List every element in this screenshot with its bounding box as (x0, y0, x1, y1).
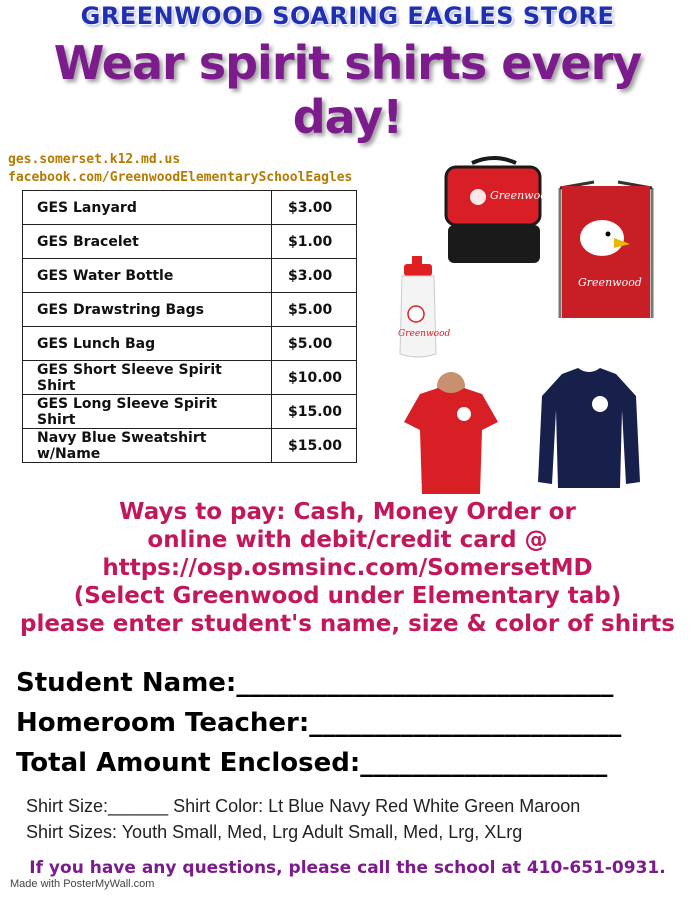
water-bottle-logo: Greenwood (398, 329, 451, 339)
item-name: GES Long Sleeve Spirit Shirt (23, 395, 272, 429)
table-row (23, 395, 357, 429)
shirt-sizes-line: Shirt Sizes: Youth Small, Med, Lrg Adult Small, Med, Lrg, XLrg (26, 822, 523, 842)
price-table (22, 190, 357, 463)
item-price: $10.00 (272, 361, 357, 395)
item-price: $15.00 (272, 429, 357, 463)
facebook-link[interactable]: facebook.com/GreenwoodElementarySchoolEagles (8, 170, 353, 185)
shirt-size-color-line: Shirt Size:______ Shirt Color: Lt Blue Navy Red White Green Maroon (26, 796, 581, 816)
store-title: GREENWOOD SOARING EAGLES STORE (80, 2, 615, 30)
item-name: Navy Blue Sweatshirt w/Name (23, 429, 272, 463)
payment-info (0, 498, 695, 638)
headline (0, 36, 695, 144)
payment-line-2: online with debit/credit card @ (147, 527, 548, 553)
water-bottle-image (394, 256, 451, 360)
lunch-bag-logo: Greenwood (490, 189, 554, 202)
item-price: $3.00 (272, 191, 357, 225)
payment-url[interactable]: https://osp.osmsinc.com/SomersetMD (102, 555, 593, 581)
postermywall-credit: Made with PosterMyWall.com (10, 878, 155, 890)
table-row (23, 293, 357, 327)
total-amount-field[interactable]: Total Amount Enclosed:___________________ (16, 748, 608, 778)
item-price: $1.00 (272, 225, 357, 259)
drawstring-bag-image (554, 182, 658, 322)
item-name: GES Water Bottle (23, 259, 272, 293)
payment-line-1: Ways to pay: Cash, Money Order or (119, 499, 576, 525)
website-link[interactable]: ges.somerset.k12.md.us (8, 152, 181, 167)
headline-line-1: Wear spirit shirts every (53, 36, 642, 90)
item-name: GES Drawstring Bags (23, 293, 272, 327)
drawstring-bag-logo: Greenwood (578, 276, 642, 289)
student-name-field[interactable]: Student Name:_____________________________ (16, 668, 614, 698)
item-name: GES Lunch Bag (23, 327, 272, 361)
item-name: GES Lanyard (23, 191, 272, 225)
table-row (23, 225, 357, 259)
table-row (23, 429, 357, 463)
item-price: $15.00 (272, 395, 357, 429)
table-row (23, 259, 357, 293)
item-price: $3.00 (272, 259, 357, 293)
navy-longsleeve-image (536, 366, 642, 490)
item-name: GES Short Sleeve Spirit Shirt (23, 361, 272, 395)
table-row (23, 327, 357, 361)
homeroom-teacher-field[interactable]: Homeroom Teacher:________________________ (16, 708, 622, 738)
table-row (23, 361, 357, 395)
red-tshirt-image (402, 380, 500, 494)
item-price: $5.00 (272, 293, 357, 327)
item-name: GES Bracelet (23, 225, 272, 259)
headline-line-2: day! (292, 90, 403, 144)
payment-line-5: please enter student's name, size & color of shirts (19, 611, 675, 637)
payment-line-4: (Select Greenwood under Elementary tab) (73, 583, 622, 609)
item-price: $5.00 (272, 327, 357, 361)
questions-contact: If you have any questions, please call the school at 410-651-0931. (29, 858, 666, 878)
lunch-bag-image (444, 155, 554, 267)
table-row (23, 191, 357, 225)
